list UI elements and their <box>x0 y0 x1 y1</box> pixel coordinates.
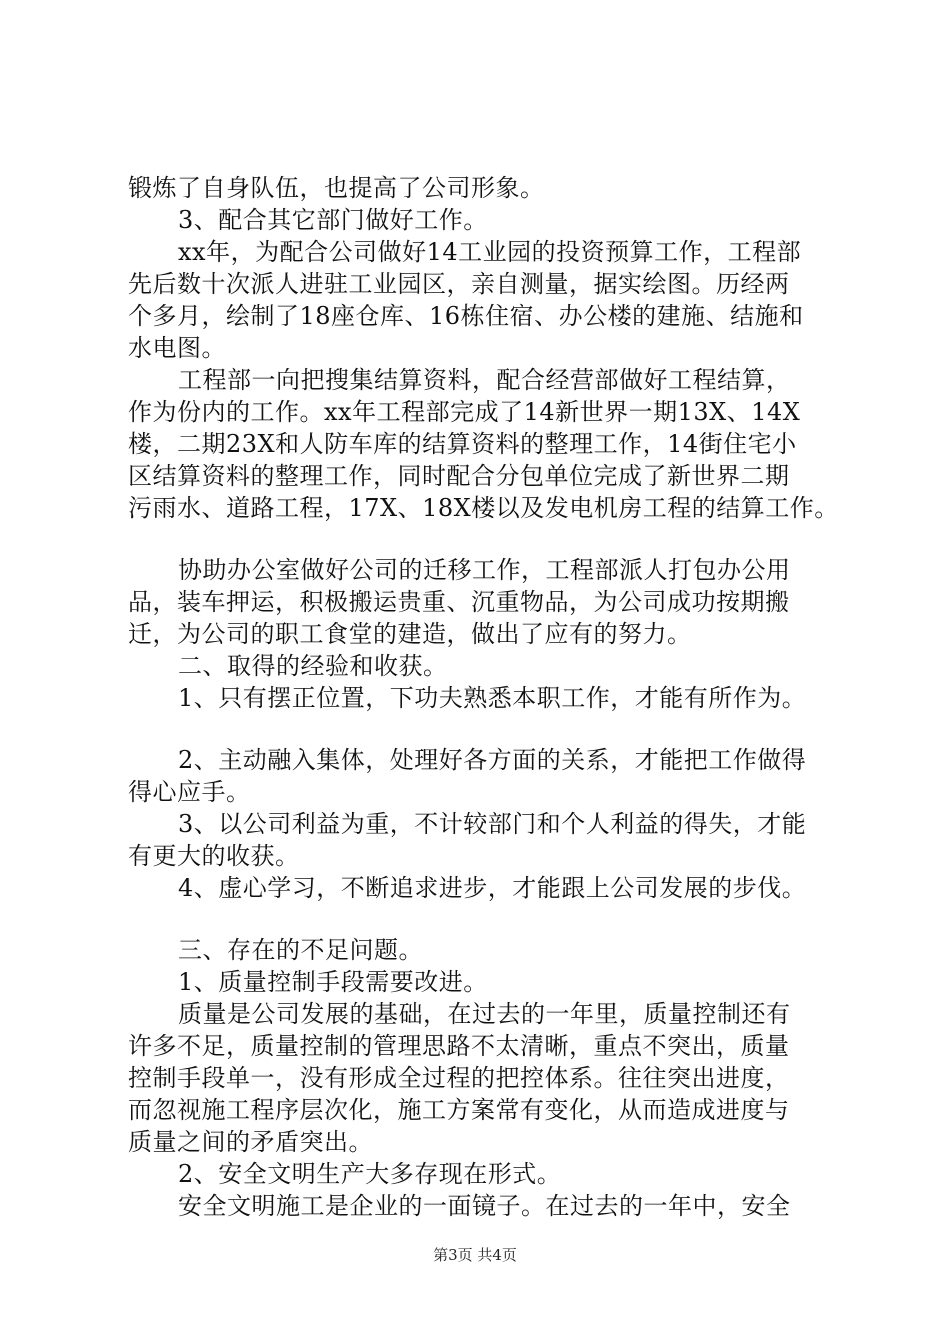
list-item: 4、虚心学习，不断追求进步，才能跟上公司发展的步伐。 <box>178 874 807 902</box>
paragraph-start: 工程部一向把搜集结算资料，配合经营部做好工程结算， <box>178 366 791 394</box>
page-footer: 第3页 共4页 <box>433 1246 517 1264</box>
text-line: 先后数十次派人进驻工业园区，亲自测量，据实绘图。历经两 <box>128 270 790 298</box>
paragraph-start: xx年，为配合公司做好14工业园的投资预算工作，工程部 <box>178 238 802 266</box>
subsection-heading: 2、安全文明生产大多存现在形式。 <box>178 1160 562 1188</box>
paragraph-gap <box>128 904 838 934</box>
paragraph-start: 质量是公司发展的基础，在过去的一年里，质量控制还有 <box>178 1000 791 1028</box>
text-line: 迁，为公司的职工食堂的建造，做出了应有的努力。 <box>128 620 692 648</box>
text-line: 许多不足，质量控制的管理思路不太清晰，重点不突出，质量 <box>128 1032 790 1060</box>
text-line: 污雨水、道路工程，17X、18X楼以及发电机房工程的结算工作。 <box>128 494 839 522</box>
list-item: 3、以公司利益为重，不计较部门和个人利益的得失，才能 <box>178 810 807 838</box>
text-line: 质量之间的矛盾突出。 <box>128 1128 373 1156</box>
section-heading: 3、配合其它部门做好工作。 <box>178 206 488 234</box>
text-line: 水电图。 <box>128 334 226 362</box>
text-line: 作为份内的工作。xx年工程部完成了14新世界一期13X、14X <box>128 398 801 426</box>
text-line: 品，装车押运，积极搬运贵重、沉重物品，为公司成功按期搬 <box>128 588 790 616</box>
text-line: 控制手段单一，没有形成全过程的把控体系。往往突出进度， <box>128 1064 790 1092</box>
list-item: 2、主动融入集体，处理好各方面的关系，才能把工作做得 <box>178 746 807 774</box>
section-heading: 三、存在的不足问题。 <box>178 936 423 964</box>
text-line: 区结算资料的整理工作，同时配合分包单位完成了新世界二期 <box>128 462 790 490</box>
list-item: 1、只有摆正位置，下功夫熟悉本职工作，才能有所作为。 <box>178 684 807 712</box>
text-line: 有更大的收获。 <box>128 842 300 870</box>
paragraph-start: 安全文明施工是企业的一面镜子。在过去的一年中，安全 <box>178 1192 791 1220</box>
text-line: 而忽视施工程序层次化，施工方案常有变化，从而造成进度与 <box>128 1096 790 1124</box>
section-heading: 二、取得的经验和收获。 <box>178 652 448 680</box>
text-line: 得心应手。 <box>128 778 251 806</box>
paragraph-gap <box>128 714 838 744</box>
text-line: 锻炼了自身队伍，也提高了公司形象。 <box>128 174 545 202</box>
document-body <box>128 172 838 1222</box>
paragraph-gap <box>128 524 838 554</box>
text-line: 楼，二期23X和人防车库的结算资料的整理工作，14街住宅小 <box>128 430 797 458</box>
paragraph-start: 协助办公室做好公司的迁移工作，工程部派人打包办公用 <box>178 556 791 584</box>
subsection-heading: 1、质量控制手段需要改进。 <box>178 968 488 996</box>
text-line: 个多月，绘制了18座仓库、16栋住宿、办公楼的建施、结施和 <box>128 302 804 330</box>
